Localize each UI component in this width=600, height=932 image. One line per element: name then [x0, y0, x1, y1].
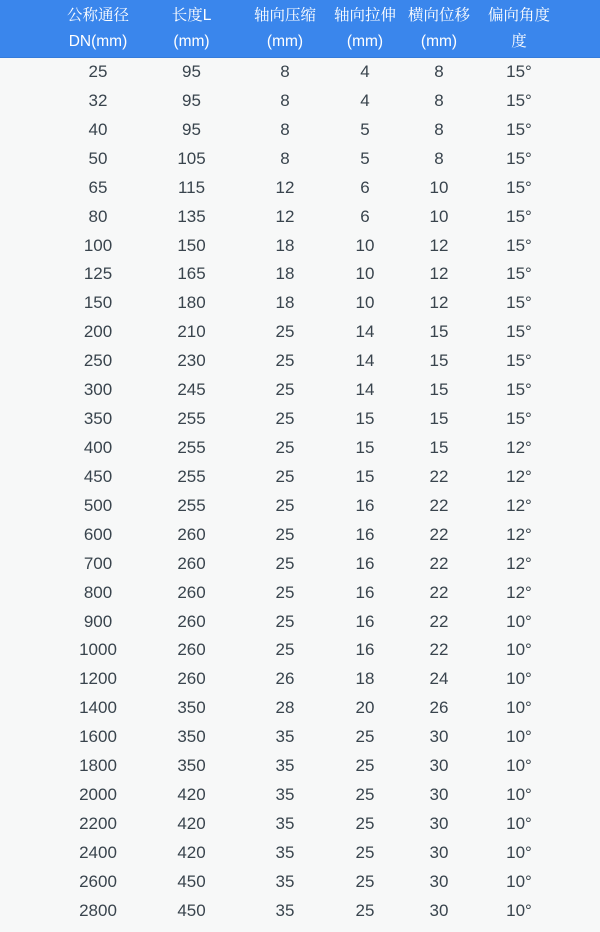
cell: 8: [434, 148, 444, 168]
cell: 35: [275, 813, 295, 833]
cell: 15°: [506, 351, 532, 371]
table-row: [0, 550, 600, 579]
cell: 12: [429, 293, 449, 313]
cell: 10°: [506, 727, 532, 747]
cell: 25: [355, 900, 375, 920]
header-line1: 轴向压缩: [253, 7, 316, 24]
cell: 12°: [506, 582, 532, 602]
table-row: [0, 492, 600, 521]
table-body: [0, 58, 600, 926]
header-line1: 轴向拉伸: [333, 7, 396, 24]
cell: 22: [429, 524, 449, 544]
cell: 25: [275, 611, 295, 631]
table-row: [0, 636, 600, 665]
cell: 255: [177, 466, 206, 486]
cell: 8: [434, 90, 444, 110]
cell: 15: [355, 466, 375, 486]
cell: 25: [88, 62, 108, 81]
cell: 12°: [506, 466, 532, 486]
table-row: [0, 608, 600, 637]
cell: 16: [355, 524, 375, 544]
cell: 200: [83, 322, 113, 342]
header-line1: 偏向角度: [487, 7, 550, 24]
table-row: [0, 897, 600, 926]
cell: 25: [355, 756, 375, 776]
cell: 30: [429, 756, 449, 776]
cell: 15: [355, 409, 375, 429]
cell: 16: [355, 553, 375, 573]
cell: 25: [355, 813, 375, 833]
cell: 1400: [79, 698, 117, 718]
cell: 2400: [79, 842, 117, 862]
cell: 15°: [506, 177, 532, 197]
cell: 15°: [506, 409, 532, 429]
cell: 420: [177, 842, 206, 862]
cell: 10°: [506, 611, 532, 631]
cell: 450: [177, 900, 206, 920]
cell: 10°: [506, 698, 532, 718]
table-row: [0, 868, 600, 897]
cell: 5: [360, 148, 370, 168]
cell: 30: [429, 813, 449, 833]
cell: 350: [177, 698, 206, 718]
header-cell-nominal-diameter: [0, 3, 143, 57]
cell: 8: [280, 62, 290, 81]
cell: 22: [429, 466, 449, 486]
cell: 255: [177, 437, 206, 457]
cell: 28: [275, 698, 295, 718]
cell: 25: [275, 495, 295, 515]
cell: 35: [275, 727, 295, 747]
cell: 25: [275, 640, 295, 660]
cell: 10°: [506, 813, 532, 833]
cell: 30: [429, 900, 449, 920]
cell: 8: [280, 148, 290, 168]
cell: 350: [177, 756, 206, 776]
cell: 35: [275, 900, 295, 920]
cell: 25: [275, 322, 295, 342]
cell: 10: [429, 177, 449, 197]
table-row: [0, 665, 600, 694]
cell: 18: [275, 235, 295, 255]
cell: 115: [177, 177, 206, 197]
cell: 150: [83, 293, 113, 313]
cell: 50: [88, 148, 108, 168]
cell: 25: [275, 380, 295, 400]
table-row: [0, 260, 600, 289]
cell: 15: [429, 322, 449, 342]
cell: 800: [83, 582, 113, 602]
cell: 30: [429, 785, 449, 805]
cell: 10: [429, 206, 449, 226]
header-cell-length: [143, 3, 240, 57]
cell: 15°: [506, 264, 532, 284]
cell: 260: [177, 553, 206, 573]
cell: 1800: [79, 756, 117, 776]
cell: 15: [429, 437, 449, 457]
cell: 25: [275, 437, 295, 457]
cell: 500: [83, 495, 113, 515]
header-line1: 横向位移: [407, 7, 470, 24]
cell: 5: [360, 119, 370, 139]
cell: 255: [177, 409, 206, 429]
table-row: [0, 174, 600, 203]
cell: 10: [355, 235, 375, 255]
cell: 95: [182, 62, 201, 81]
cell: 15°: [506, 293, 532, 313]
cell: 16: [355, 611, 375, 631]
cell: 22: [429, 611, 449, 631]
table-row: [0, 752, 600, 781]
cell: 135: [177, 206, 206, 226]
header-line1: 长度L: [171, 7, 212, 24]
cell: 255: [177, 495, 206, 515]
cell: 12: [275, 206, 295, 226]
header-line1: 公称通径: [66, 7, 129, 24]
cell: 105: [177, 148, 206, 168]
cell: 1000: [79, 640, 117, 660]
cell: 12°: [506, 437, 532, 457]
table-row: [0, 810, 600, 839]
cell: 165: [177, 264, 206, 284]
cell: 260: [177, 611, 206, 631]
cell: 8: [280, 119, 290, 139]
cell: 25: [355, 842, 375, 862]
table-row: [0, 579, 600, 608]
header-line2: DN(mm): [68, 33, 128, 50]
cell: 230: [177, 351, 206, 371]
cell: 15: [429, 351, 449, 371]
cell: 260: [177, 524, 206, 544]
cell: 14: [355, 380, 375, 400]
cell: 35: [275, 871, 295, 891]
cell: 40: [88, 119, 108, 139]
cell: 8: [434, 119, 444, 139]
cell: 22: [429, 553, 449, 573]
cell: 260: [177, 669, 206, 689]
cell: 12°: [506, 553, 532, 573]
table-row: [0, 289, 600, 318]
cell: 10: [355, 264, 375, 284]
cell: 260: [177, 582, 206, 602]
table-row: [0, 318, 600, 347]
cell: 10°: [506, 669, 532, 689]
cell: 350: [177, 727, 206, 747]
header-line2: (mm): [346, 33, 384, 50]
cell: 15°: [506, 322, 532, 342]
cell: 245: [177, 380, 206, 400]
cell: 18: [275, 293, 295, 313]
header-cell-lateral-displacement: [400, 3, 478, 57]
cell: 30: [429, 727, 449, 747]
cell: 450: [83, 466, 113, 486]
cell: 25: [355, 871, 375, 891]
cell: 8: [280, 90, 290, 110]
table-row: [0, 116, 600, 145]
cell: 95: [182, 119, 201, 139]
cell: 6: [360, 177, 370, 197]
cell: 15: [429, 380, 449, 400]
cell: 32: [88, 90, 108, 110]
cell: 16: [355, 582, 375, 602]
cell: 250: [83, 351, 113, 371]
cell: 4: [360, 62, 370, 81]
cell: 12°: [506, 495, 532, 515]
cell: 25: [355, 785, 375, 805]
cell: 4: [360, 90, 370, 110]
cell: 420: [177, 813, 206, 833]
cell: 15°: [506, 119, 532, 139]
cell: 20: [355, 698, 375, 718]
cell: 8: [434, 62, 444, 81]
cell: 12°: [506, 524, 532, 544]
table-row: [0, 347, 600, 376]
cell: 35: [275, 842, 295, 862]
table-row: [0, 87, 600, 116]
cell: 1600: [79, 727, 117, 747]
table-header-row: [0, 0, 600, 58]
table-row: [0, 463, 600, 492]
cell: 22: [429, 495, 449, 515]
cell: 2800: [79, 900, 117, 920]
table-row: [0, 434, 600, 463]
cell: 180: [177, 293, 206, 313]
cell: 15: [429, 409, 449, 429]
cell: 14: [355, 322, 375, 342]
header-line2: (mm): [173, 33, 210, 50]
cell: 10°: [506, 756, 532, 776]
cell: 26: [429, 698, 449, 718]
table-row: [0, 376, 600, 405]
cell: 25: [275, 582, 295, 602]
table-row: [0, 839, 600, 868]
cell: 25: [275, 351, 295, 371]
cell: 15°: [506, 380, 532, 400]
table-row: [0, 203, 600, 232]
table-row: [0, 781, 600, 810]
cell: 125: [83, 264, 113, 284]
cell: 12: [429, 235, 449, 255]
cell: 18: [275, 264, 295, 284]
header-cell-axial-compression: [240, 3, 330, 57]
cell: 14: [355, 351, 375, 371]
cell: 30: [429, 871, 449, 891]
cell: 420: [177, 785, 206, 805]
cell: 10: [355, 293, 375, 313]
cell: 12: [429, 264, 449, 284]
cell: 25: [275, 409, 295, 429]
cell: 25: [275, 553, 295, 573]
cell: 300: [83, 380, 113, 400]
cell: 100: [83, 235, 113, 255]
cell: 65: [88, 177, 108, 197]
cell: 10°: [506, 900, 532, 920]
cell: 400: [83, 437, 113, 457]
header-line2: 度: [511, 33, 527, 50]
cell: 15°: [506, 206, 532, 226]
cell: 260: [177, 640, 206, 660]
table-row: [0, 723, 600, 752]
cell: 2600: [79, 871, 117, 891]
cell: 10°: [506, 640, 532, 660]
cell: 25: [355, 727, 375, 747]
cell: 450: [177, 871, 206, 891]
table-row: [0, 58, 600, 87]
cell: 10°: [506, 842, 532, 862]
cell: 15: [355, 437, 375, 457]
cell: 700: [83, 553, 113, 573]
cell: 900: [83, 611, 113, 631]
cell: 25: [275, 524, 295, 544]
cell: 2200: [79, 813, 117, 833]
cell: 10°: [506, 785, 532, 805]
cell: 35: [275, 756, 295, 776]
header-cell-axial-extension: [330, 3, 400, 57]
cell: 16: [355, 640, 375, 660]
cell: 25: [275, 466, 295, 486]
cell: 22: [429, 582, 449, 602]
table-row: [0, 145, 600, 174]
cell: 15°: [506, 62, 532, 81]
table-row: [0, 521, 600, 550]
cell: 24: [429, 669, 449, 689]
cell: 150: [177, 235, 206, 255]
cell: 35: [275, 785, 295, 805]
cell: 26: [275, 669, 295, 689]
cell: 600: [83, 524, 113, 544]
cell: 15°: [506, 148, 532, 168]
cell: 18: [355, 669, 375, 689]
cell: 22: [429, 640, 449, 660]
cell: 2000: [79, 785, 117, 805]
cell: 80: [88, 206, 108, 226]
cell: 15°: [506, 90, 532, 110]
cell: 6: [360, 206, 370, 226]
cell: 12: [275, 177, 295, 197]
cell: 16: [355, 495, 375, 515]
header-line2: (mm): [266, 33, 304, 50]
cell: 210: [177, 322, 206, 342]
header-line2: (mm): [420, 33, 458, 50]
cell: 15°: [506, 235, 532, 255]
table-row: [0, 232, 600, 261]
table-row: [0, 405, 600, 434]
cell: 350: [83, 409, 113, 429]
header-cell-deflection-angle: [478, 3, 560, 57]
cell: 10°: [506, 871, 532, 891]
cell: 30: [429, 842, 449, 862]
cell: 95: [182, 90, 201, 110]
table-row: [0, 694, 600, 723]
cell: 1200: [79, 669, 117, 689]
